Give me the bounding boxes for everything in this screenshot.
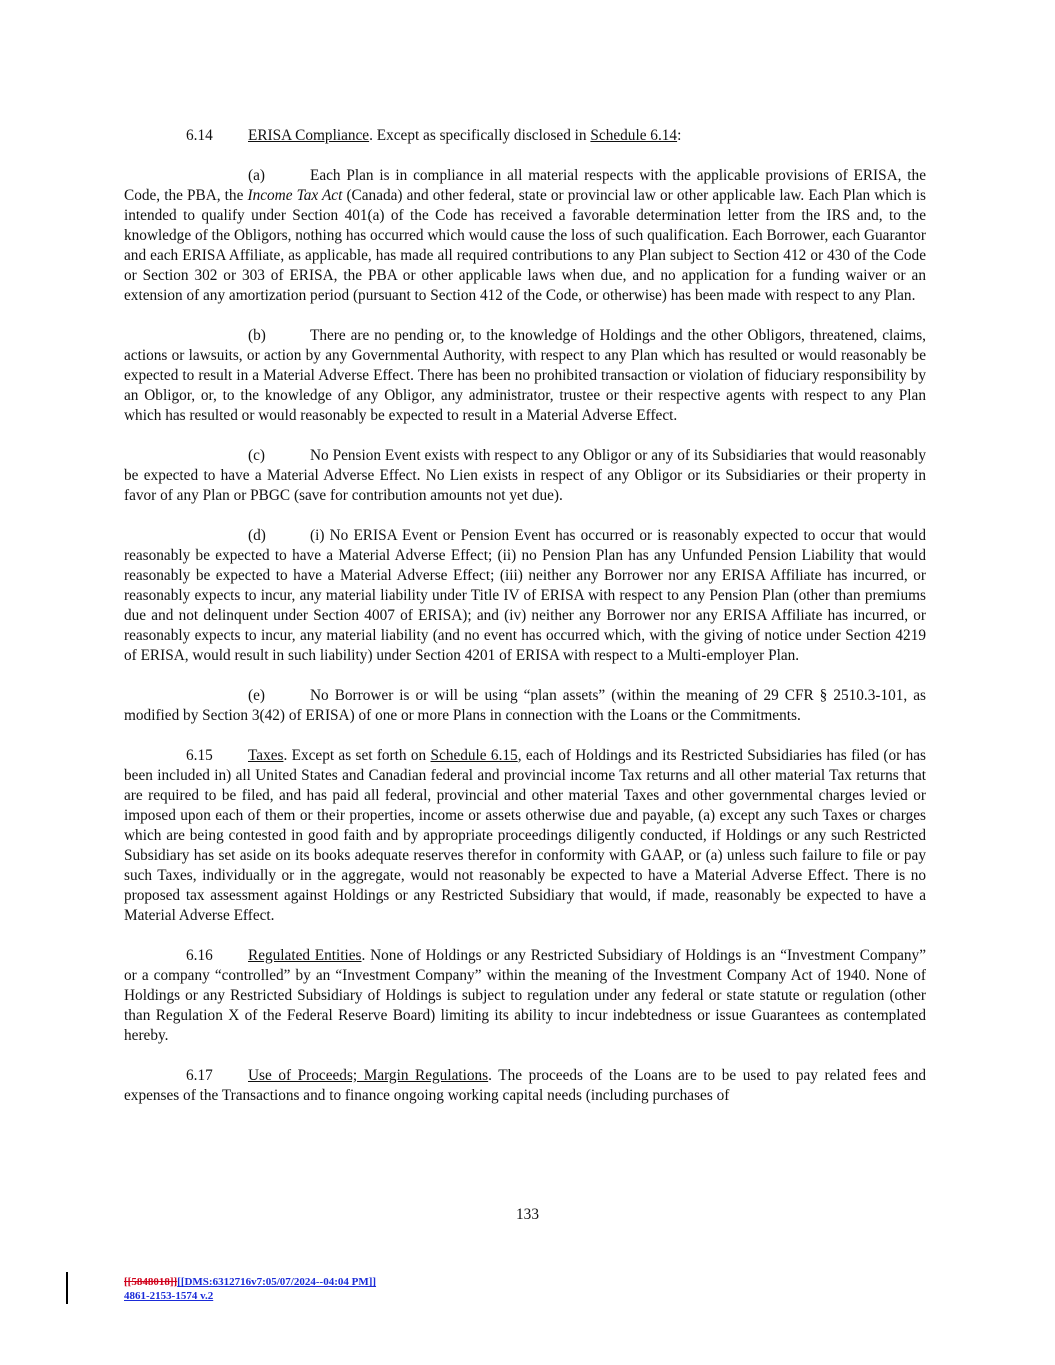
subsection-label: (b) bbox=[248, 327, 266, 344]
subsection-6-14-c: (c) No Pension Event exists with respect to any Obligor or any of its Subsidiaries that would reasonably be expected to have a Material Adverse Effect. No Lien exists in respect of any Obligor or its Subsidiaries or their property in favor of any Plan or PBGC (save for contribution amounts not yet due). bbox=[124, 447, 926, 504]
doc-id: 4861-2153-1574 v.2 bbox=[124, 1290, 214, 1302]
inserted-doc-ref: [[DMS:6312716v7:05/07/2024--04:04 PM]] bbox=[177, 1276, 377, 1288]
subsection-label: (d) bbox=[248, 527, 266, 544]
section-6-16: 6.16 Regulated Entities. None of Holdings or any Restricted Subsidiary of Holdings is an “Investment Company” or a company “controlled” by an “Investment Company” within the meaning of the Investment Company Act of 1940. None of Holdings or any Restricted Subsidiary of Holdings is subject to regulation under any federal or state statute or regulation (other than Regulation X of the Federal Reserve Board) limiting its ability to incur indebtedness or issue Guarantees as contemplated hereby. bbox=[124, 947, 926, 1044]
section-title: Taxes bbox=[248, 747, 284, 764]
subsection-label: (e) bbox=[248, 687, 265, 704]
section-number: 6.14 bbox=[186, 127, 213, 144]
document-body bbox=[124, 126, 926, 1106]
section-6-15: 6.15 Taxes. Except as set forth on Schedule 6.15, each of Holdings and its Restricted Subsidiaries has filed (or has been included in) all United States and Canadian federal and provincial income Tax returns and all other material Tax returns that are required to be filed, and has paid all federal, provincial and other material Taxes and other governmental charges levied or imposed upon each of them or their properties, income or assets otherwise due and payable, (a) except any such Taxes or charges which are being contested in good faith and by appropriate proceedings diligently conducted, if Holdings or any such Restricted Subsidiary has set aside on its books adequate reserves therefor in conformity with GAAP, or (a) unless such failure to file or pay such Taxes, individually or in the aggregate, would not reasonably be expected to have a Material Adverse Effect. There is no proposed tax assessment against Holdings or any Restricted Subsidiary that would, if made, reasonably be expected to have a Material Adverse Effect. bbox=[124, 747, 926, 924]
section-6-14: 6.14 ERISA Compliance. Except as specifically disclosed in Schedule 6.14: bbox=[186, 127, 682, 144]
statute-name: Income Tax Act bbox=[247, 187, 343, 204]
section-number: 6.16 bbox=[186, 947, 213, 964]
subsection-label: (c) bbox=[248, 447, 265, 464]
subsection-6-14-e: (e) No Borrower is or will be using “plan assets” (within the meaning of 29 CFR § 2510.3-101, as modified by Section 3(42) of ERISA) of one or more Plans in connection with the Loans or the Commitments. bbox=[124, 687, 926, 724]
section-title: Regulated Entities bbox=[248, 947, 362, 964]
document-footer bbox=[124, 1275, 376, 1303]
subsection-6-14-a: (a) Each Plan is in compliance in all material respects with the applicable provisions of ERISA, the Code, the PBA, the Income Tax Act (Canada) and other federal, state or provincial law or other applicable law. Each Plan which is intended to qualify under Section 401(a) of the Code has received a favorable determination letter from the IRS and, to the knowledge of the Obligors, nothing has occurred which would cause the loss of such qualification. Each Borrower, each Guarantor and each ERISA Affiliate, as applicable, has made all required contributions to any Plan subject to Section 412 or 430 of the Code or Section 302 or 303 of ERISA, the PBA or other applicable laws when due, and no application for a funding waiver or an extension of any amortization period (pursuant to Section 412 of the Code, or otherwise) has been made with respect to any Plan. bbox=[124, 167, 926, 304]
section-number: 6.15 bbox=[186, 747, 213, 764]
section-title: Use of Proceeds; Margin Regulations bbox=[248, 1067, 489, 1084]
page-number: 133 bbox=[516, 1206, 539, 1223]
deleted-doc-ref: [[5848018]] bbox=[124, 1276, 178, 1288]
section-6-17: 6.17 Use of Proceeds; Margin Regulations. The proceeds of the Loans are to be used to pay related fees and expenses of the Transactions and to finance ongoing working capital needs (including purchases of bbox=[124, 1067, 926, 1104]
subsection-6-14-d: (d) (i) No ERISA Event or Pension Event has occurred or is reasonably expected to occur that would reasonably be expected to have a Material Adverse Effect; (ii) no Pension Plan has any Unfunded Pension Liability that would reasonably be expected to have a Material Adverse Effect; (iii) neither any Borrower nor any ERISA Affiliate has incurred, or reasonably expects to incur, any material liability under Title IV of ERISA with respect to any Pension Plan (other than premiums due and not delinquent under Section 4007 of ERISA); and (iv) neither any Borrower nor any ERISA Affiliate has incurred, or reasonably expects to incur, any material liability (and no event has occurred which, with the giving of notice under Section 4219 of ERISA, would result in such liability) under Section 4201 of ERISA with respect to a Multi-employer Plan. bbox=[124, 527, 926, 664]
subsection-label: (a) bbox=[248, 167, 265, 184]
schedule-reference: Schedule 6.14 bbox=[590, 127, 678, 144]
section-number: 6.17 bbox=[186, 1067, 213, 1084]
subsection-6-14-b: (b) There are no pending or, to the knowledge of Holdings and the other Obligors, threatened, claims, actions or lawsuits, or action by any Governmental Authority, with respect to any Plan which has resulted or would reasonably be expected to result in a Material Adverse Effect. There has been no prohibited transaction or violation of fiduciary responsibility by an Obligor, or, to the knowledge of any Obligor, any administrator, trustee or their respective agents with respect to any Plan which has resulted or would reasonably be expected to result in a Material Adverse Effect. bbox=[124, 327, 926, 424]
schedule-reference: Schedule 6.15 bbox=[430, 747, 518, 764]
section-title: ERISA Compliance bbox=[248, 127, 370, 144]
change-bar bbox=[66, 1272, 68, 1304]
section-lead: . Except as specifically disclosed in bbox=[369, 127, 591, 144]
